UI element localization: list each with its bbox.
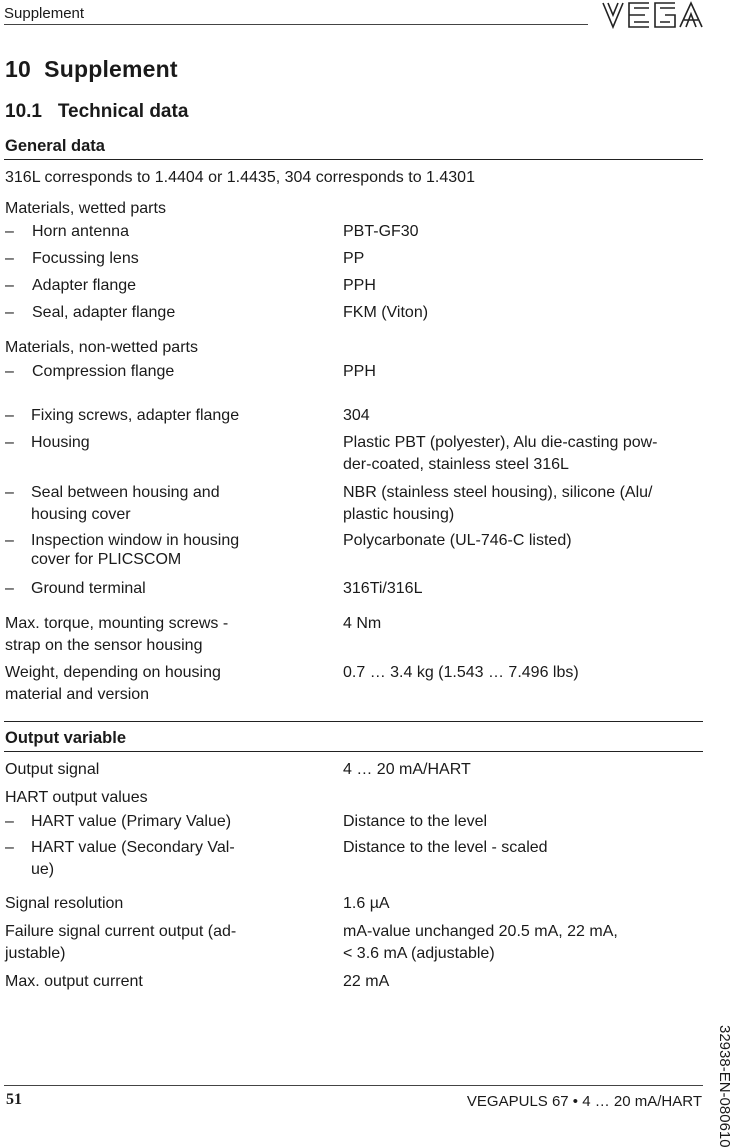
list-dash: –	[5, 304, 14, 321]
wetted-heading: Materials, wetted parts	[5, 200, 166, 217]
output-variable-heading: Output variable	[5, 729, 127, 747]
spec-label: Adapter flange	[32, 277, 137, 294]
general-data-rule	[4, 159, 703, 160]
running-header: Supplement	[4, 5, 85, 22]
material-note-text: 316L corresponds to 1.4404 or 1.4435, 304 corresponds to 1.4301	[5, 169, 475, 186]
spec-row	[5, 662, 705, 706]
spec-value: mA-value unchanged 20.5 mA, 22 mA,	[343, 923, 618, 940]
spec-value: NBR (stainless steel housing), silicone (Alu/	[343, 484, 653, 501]
spec-label: Housing	[31, 434, 90, 451]
spec-label-cont: material and version	[5, 686, 150, 703]
spec-value: PPH	[343, 363, 376, 380]
list-dash: –	[5, 580, 14, 597]
spec-value-cont: plastic housing)	[343, 506, 455, 523]
hart-heading: HART output values	[5, 789, 148, 806]
spec-value: 4 Nm	[343, 615, 382, 632]
spec-value: 4 … 20 mA/HART	[343, 761, 471, 778]
spec-row	[5, 432, 705, 476]
spec-label: Max. torque, mounting screws -	[5, 615, 229, 632]
spec-label-cont: strap on the sensor housing	[5, 637, 203, 654]
spec-row	[5, 837, 705, 881]
spec-value: Distance to the level	[343, 813, 488, 830]
spec-label: Compression flange	[32, 363, 175, 380]
spec-label-cont: housing cover	[31, 506, 131, 523]
list-dash: –	[5, 532, 14, 549]
vega-logo	[600, 0, 704, 30]
spec-label: Max. output current	[5, 973, 143, 990]
list-dash: –	[5, 250, 14, 267]
nonwetted-heading: Materials, non-wetted parts	[5, 339, 198, 356]
spec-value: 22 mA	[343, 973, 390, 990]
spec-label: Focussing lens	[32, 250, 139, 267]
spec-label: Output signal	[5, 761, 100, 778]
spec-row	[5, 921, 705, 965]
spec-row	[5, 613, 705, 657]
spec-value: FKM (Viton)	[343, 304, 429, 321]
list-dash: –	[5, 813, 14, 830]
general-data-heading: General data	[5, 137, 105, 155]
spec-value-cont: < 3.6 mA (adjustable)	[343, 945, 495, 962]
spec-label-cont: justable)	[5, 945, 66, 962]
spec-value: 304	[343, 407, 370, 424]
spec-label: Weight, depending on housing	[5, 664, 221, 681]
spec-row	[5, 530, 705, 574]
list-dash: –	[5, 484, 14, 501]
header-rule	[4, 24, 588, 25]
spec-value-cont: der-coated, stainless steel 316L	[343, 456, 569, 473]
list-dash: –	[5, 407, 14, 424]
spec-label: Signal resolution	[5, 895, 124, 912]
spec-label: Horn antenna	[32, 223, 129, 240]
spec-label: Failure signal current output (ad-	[5, 923, 237, 940]
output-variable-rule	[4, 751, 703, 752]
spec-label-cont: cover for PLICSCOM	[31, 551, 182, 568]
spec-label: Inspection window in housing	[31, 532, 240, 549]
spec-label: Fixing screws, adapter flange	[31, 407, 240, 424]
list-dash: –	[5, 223, 14, 240]
footer-product: VEGAPULS 67 • 4 … 20 mA/HART	[466, 1093, 702, 1110]
list-dash: –	[5, 277, 14, 294]
spec-label: HART value (Secondary Val-	[31, 839, 235, 856]
document-code: 32938-EN-080610	[716, 1025, 733, 1148]
spec-label: Seal between housing and	[31, 484, 220, 501]
spec-row	[5, 482, 705, 526]
section-title: 10.1 Technical data	[5, 101, 189, 122]
spec-value: 0.7 … 3.4 kg (1.543 … 7.496 lbs)	[343, 664, 579, 681]
output-top-rule	[4, 721, 703, 722]
spec-label: HART value (Primary Value)	[31, 813, 232, 830]
chapter-title: 10 Supplement	[5, 56, 178, 82]
footer-rule	[4, 1085, 703, 1086]
page-number: 51	[6, 1091, 22, 1108]
spec-value: Plastic PBT (polyester), Alu die-casting pow-	[343, 434, 658, 451]
spec-label-cont: ue)	[31, 861, 55, 878]
spec-value: Polycarbonate (UL-746-C listed)	[343, 532, 572, 549]
spec-label: Ground terminal	[31, 580, 146, 597]
spec-value: PPH	[343, 277, 376, 294]
list-dash: –	[5, 363, 14, 380]
spec-value: 316Ti/316L	[343, 580, 423, 597]
spec-value: PP	[343, 250, 365, 267]
spec-label: Seal, adapter flange	[32, 304, 176, 321]
spec-value: Distance to the level - scaled	[343, 839, 548, 856]
list-dash: –	[5, 434, 14, 451]
spec-value: PBT-GF30	[343, 223, 419, 240]
list-dash: –	[5, 839, 14, 856]
spec-value: 1.6 µA	[343, 895, 390, 912]
